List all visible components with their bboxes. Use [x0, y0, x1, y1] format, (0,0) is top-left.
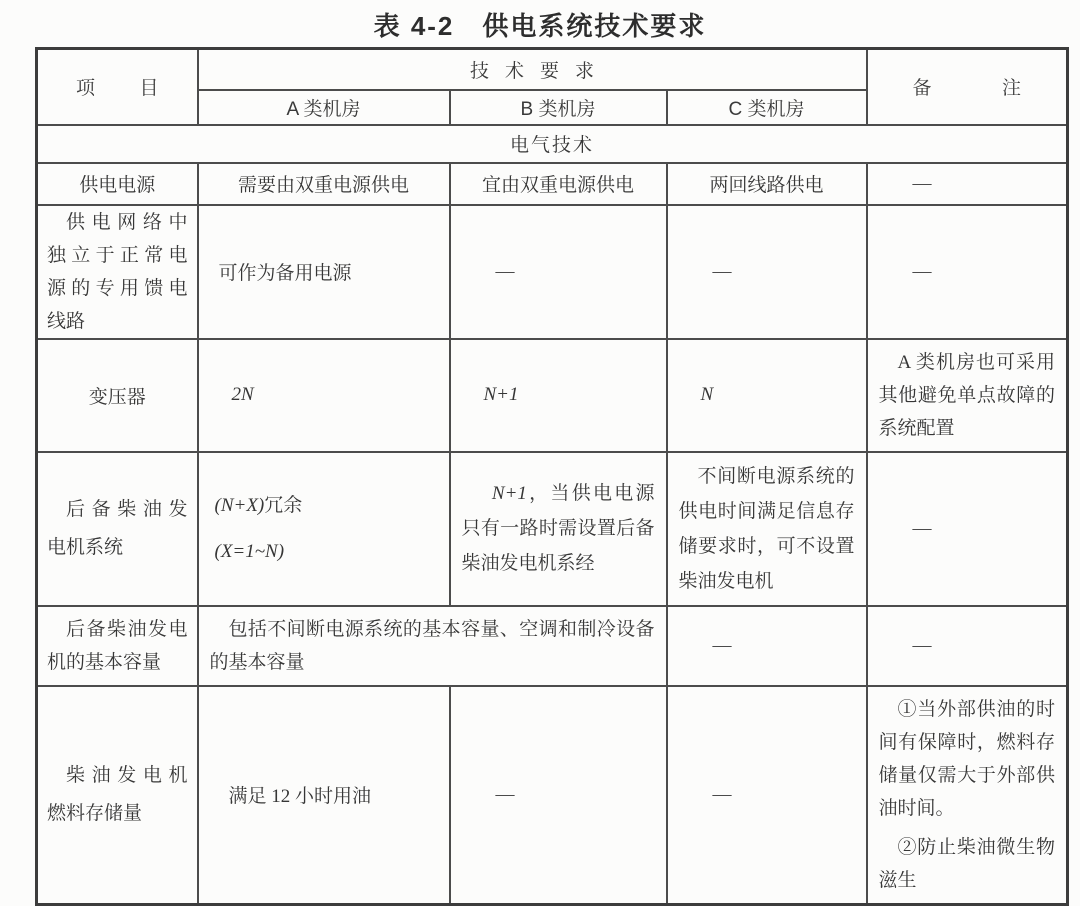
cell-transformer-class-b [450, 339, 667, 452]
cell-capacity-class-ab [198, 606, 667, 686]
generator-class-b-value: N+1，当供电电源只有一路时需设置后备柴油发电机系经 [461, 483, 655, 574]
column-header-class-c [667, 90, 867, 125]
power-supply-class-c-value: 两回线路供电 [709, 175, 824, 196]
column-header-item-label: 项目 [76, 78, 159, 100]
column-header-class-a [198, 90, 450, 125]
row-feeder-line [37, 205, 1068, 339]
cell-feeder-item [37, 205, 198, 339]
column-header-class-b [450, 90, 667, 125]
header-row-1 [37, 49, 1068, 90]
power-supply-remark-dash: — [912, 172, 932, 194]
feeder-class-a-value: 可作为备用电源 [218, 263, 352, 284]
row-fuel-storage [37, 686, 1068, 905]
row-transformer [37, 339, 1068, 452]
cell-fuel-class-b [450, 686, 667, 905]
cell-fuel-class-c [667, 686, 867, 905]
cell-generator-class-b [450, 452, 667, 606]
section-label-electrical: 电气技术 [509, 135, 594, 156]
row-backup-generator [37, 452, 1068, 606]
cell-generator-item [37, 452, 198, 606]
cell-transformer-class-c [667, 339, 867, 452]
generator-class-a-value: (N+X)冗余 (X=1~N) [214, 494, 303, 562]
capacity-remark-dash: — [912, 634, 932, 656]
cell-fuel-class-a [198, 686, 450, 905]
column-header-class-c-label: C 类机房 [728, 98, 805, 120]
transformer-class-c-value: N [700, 384, 714, 405]
cell-power-supply-remark [867, 163, 1068, 205]
feeder-item-label: 供电网络中 独立于正常电 源的专用馈电 线路 [47, 211, 188, 332]
capacity-class-c-dash: — [712, 634, 732, 656]
row-power-supply [37, 163, 1068, 205]
generator-item-label: 后备柴油发 电机系统 [47, 498, 188, 558]
transformer-remark-text: A 类机房也可采用其他避免单点故障的系统配置 [878, 351, 1055, 439]
column-header-class-b-label: B 类机房 [520, 98, 596, 120]
fuel-remark-note-2: ②防止柴油微生物滋生 [878, 836, 1055, 891]
capacity-item-label: 后备柴油发电 机的基本容量 [47, 618, 188, 673]
cell-capacity-remark [867, 606, 1068, 686]
cell-transformer-remark [867, 339, 1068, 452]
column-header-remarks [867, 49, 1068, 125]
power-supply-item-label: 供电电源 [79, 175, 156, 196]
cell-feeder-class-b [450, 205, 667, 339]
cell-fuel-remark [867, 686, 1068, 905]
fuel-remark-note-1: ①当外部供油的时间有保障时，燃料存储量仅需大于外部供油时间。 [878, 698, 1055, 819]
transformer-class-b-value: N+1 [483, 384, 519, 405]
column-header-item [37, 49, 198, 125]
cell-power-supply-class-b [450, 163, 667, 205]
cell-generator-class-c [667, 452, 867, 606]
feeder-class-c-dash: — [712, 260, 732, 282]
row-generator-capacity [37, 606, 1068, 686]
cell-transformer-class-a [198, 339, 450, 452]
generator-remark-dash: — [912, 517, 932, 539]
cell-capacity-item [37, 606, 198, 686]
capacity-class-ab-value: 包括不间断电源系统的基本容量、空调和制冷设备的基本容量 [209, 618, 655, 673]
fuel-class-b-dash: — [495, 783, 515, 805]
cell-capacity-class-c [667, 606, 867, 686]
column-header-tech-requirements [198, 49, 867, 90]
feeder-remark-dash: — [912, 260, 932, 282]
cell-fuel-item [37, 686, 198, 905]
column-header-remarks-label: 备注 [912, 78, 1021, 100]
transformer-class-a-value: 2N [231, 384, 254, 405]
cell-power-supply-item [37, 163, 198, 205]
fuel-class-a-value: 满足 12 小时用油 [228, 786, 372, 807]
cell-generator-class-a [198, 452, 450, 606]
section-cell-electrical [37, 125, 1068, 163]
column-header-tech-requirements-label: 技术要求 [469, 60, 610, 82]
cell-feeder-class-c [667, 205, 867, 339]
power-supply-class-b-value: 宜由双重电源供电 [481, 175, 634, 196]
fuel-class-c-dash: — [712, 783, 732, 805]
power-supply-class-a-value: 需要由双重电源供电 [237, 175, 409, 196]
cell-generator-remark [867, 452, 1068, 606]
generator-class-c-value: 不间断电源系统的供电时间满足信息存储要求时，可不设置柴油发电机 [678, 465, 855, 592]
section-row-electrical [37, 125, 1068, 163]
cell-feeder-remark [867, 205, 1068, 339]
transformer-item-label: 变压器 [88, 386, 146, 408]
cell-power-supply-class-c [667, 163, 867, 205]
cell-power-supply-class-a [198, 163, 450, 205]
table-title: 表 4-2 供电系统技术要求 [373, 11, 707, 41]
cell-transformer-item [37, 339, 198, 452]
column-header-class-a-label: A 类机房 [286, 98, 361, 120]
fuel-item-label: 柴油发电机 燃料存储量 [47, 764, 188, 824]
cell-feeder-class-a [198, 205, 450, 339]
feeder-class-b-dash: — [495, 260, 515, 282]
power-supply-spec-table [35, 47, 1069, 906]
